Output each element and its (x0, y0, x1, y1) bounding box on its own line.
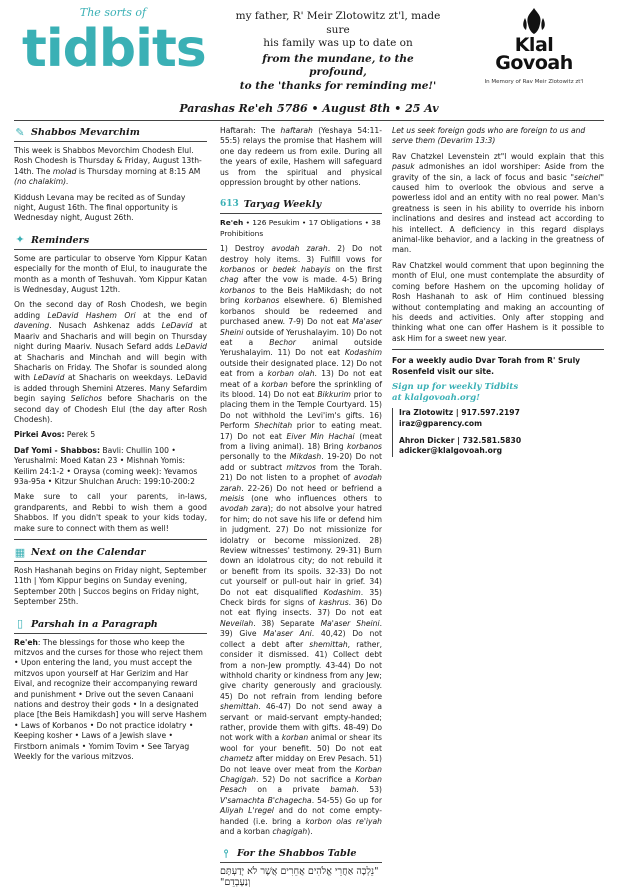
taryag-segment: korbanos (244, 296, 280, 306)
taryag-segment: ). (307, 827, 313, 836)
contact-2-email[interactable]: adicker@klalgovoah.org (399, 446, 503, 456)
klal-govoah-logo (468, 6, 600, 92)
taryag-segment: chag (220, 275, 239, 285)
flame-icon (514, 6, 554, 36)
taryag-segment: Kodashim (323, 587, 361, 597)
taryag-segment: 1) Destroy (220, 244, 272, 254)
text-run: molad (52, 166, 77, 176)
intro-text (232, 10, 444, 93)
calendar-text: Rosh Hashanah begins on Friday night, September 11th | Yom Kippur begins on Sunday evening, September 20th | Succos begins on Friday night, September 25th. (14, 566, 207, 607)
taryag-segment: . 19-20) Do not add or subtract (220, 452, 382, 472)
section-title: Next on the Calendar (31, 547, 146, 558)
shabbos-table-paragraph-2: Rav Chatzkel would comment that upon beginning the month of Elul, one must contemplate the absurdity of coming before Hashem on the upcoming holiday of Rosh Hashanah to ask of Him continued blessing without contemplating and making an accounting of his deeds and activities. Only after stopping and thinking what one can offer Hashem is it possible to ask Him for a sweet new year. (392, 260, 604, 343)
page-header (0, 0, 618, 96)
text-run: pasuk (392, 162, 415, 172)
section-title: For the Shabbos Table (237, 848, 357, 860)
taryag-segment: meisis (220, 494, 245, 503)
intro-line-2: his family was up to date on (263, 37, 413, 49)
section-divider (14, 633, 207, 634)
taryag-segment: Bechor (269, 337, 296, 347)
taryag-segment: to the Beis HaMikdash; do not bring (220, 285, 382, 306)
taryag-segment: Aliyah L'regel (220, 806, 274, 816)
candles-icon: ⫯ (223, 846, 229, 860)
org-name-line-2: Govoah (495, 52, 573, 74)
signup-line-2[interactable]: at klalgovoah.org! (392, 392, 480, 403)
taryag-segment: elsewhere. 6) Blemished korbanos should be redeemed and purchased anew. 7-9) Do not eat (220, 296, 382, 327)
taryag-segment: after midday on Erev Pesach. 51) Do not leave over meat from the (220, 754, 382, 774)
org-name-line-1: Klal (514, 34, 554, 56)
text-run: Pirkei Avos: (14, 430, 65, 440)
reminders-heading (14, 234, 207, 247)
text-run: Daf Yomi - Shabbos: (14, 445, 100, 455)
text-run: Bavli: Chullin 100 • Yerushalmi: Moed Katan 23 • Mishnah Yomis: Keilim 24:1-2 • Oraysa (coming week): Yevamos 93a-95a • Kitzur Shulchan Aruch: 199:10-200:2 (14, 445, 198, 486)
section-divider (14, 249, 207, 250)
taryag-segment: and do not come empty-handed (i.e. bring a (220, 806, 382, 826)
text-run: LeDavid (176, 342, 207, 352)
column-left (14, 126, 207, 768)
text-run: : The (253, 126, 281, 135)
taryag-segment: avodah zara (220, 504, 268, 514)
taryag-segment: avodah zarah (271, 244, 328, 254)
intro-line-4: to the 'thanks for reminding me!' (239, 79, 437, 92)
signup-line-1[interactable]: Sign up for weekly Tidbits (392, 381, 519, 392)
taryag-list (220, 244, 382, 837)
daf-yomi (14, 446, 207, 488)
taryag-segment: shemittah (309, 639, 348, 649)
taryag-segment: (one who influences others to (244, 494, 382, 503)
taryag-segment: Korban Chagigah (220, 764, 382, 784)
text-run: caused him to overlook the obvious and serve a powerless idol and an entity with no real power. Man's greatness is seen in his ability to override his inborn inclinations and desires and instead act according to his intellect. A deficiency in this regard displays animal-like behavior, and a lacking in the greatness of man. (392, 183, 604, 255)
mevarchim-paragraph-2: Kiddush Levana may be recited as of Sunday night, August 16th. The final opportunity is Wednesday night, August 26th. (14, 192, 186, 223)
taryag-segment: prior to eating meat. 17) Do not eat (220, 421, 382, 441)
taryag-segment: . 46-47) Do not send away a servant or maid-servant empty-handed; rather, provide them with gifts. 48-49) Do not work with a (220, 702, 382, 743)
parashas-line: Parashas Re'eh 5786 • August 8th • 25 Av (179, 102, 439, 115)
section-divider (220, 862, 382, 863)
hebrew-verse: "נֵלְכָה אַחֲרֵי אֱלֹהִים אֲחֵרִים אֲשֶׁר לֹא יְדַעְתָּם וְנַעָבְדֵם" (220, 866, 379, 888)
taryag-segment: . 22-26) Do not heed or befriend a (241, 483, 382, 493)
taryag-segment: Bikkurim (317, 389, 351, 399)
shofar-icon: ✎ (15, 125, 25, 139)
taryag-segment: from the Torah. 21) Do not listen to a prophet of (220, 462, 382, 483)
verse-translation: Let us seek foreign gods who are foreign to us and serve them (Devarim 13:3) (392, 126, 586, 146)
haftarah-paragraph (220, 126, 382, 188)
text-run: This week is Shabbos Mevorchim Chodesh Elul. Rosh Chodesh is Thursday & Friday, August 13th-14th. The (14, 146, 202, 176)
text-run: LeDavid Hashem Ori (47, 310, 136, 320)
taryag-segment: (meat from a living animal). 18) Bring (220, 431, 382, 451)
text-run: . Nusach Ashkenaz adds (49, 321, 162, 331)
taryag-segment: Ma'aser Ani (263, 629, 312, 639)
text-run: at the end of (135, 310, 207, 320)
taryag-segment: V'samachta B'chagecha (220, 795, 312, 805)
taryag-segment: . 36) Do not eat flying insects. 37) Do not eat (220, 598, 382, 618)
taryag-segment: Eiver Min Hachai (286, 431, 355, 441)
column-right (392, 126, 604, 457)
paragraph-heading (14, 618, 207, 631)
taryag-segment: after the vow is made. 4-5) Bring (238, 275, 382, 285)
taryag-segment: korbon olas re'iyah (305, 816, 382, 826)
calendar-heading (14, 546, 207, 559)
taryag-heading (220, 198, 382, 211)
audio-dvar-torah: For a weekly audio Dvar Torah from R' Sruly Rosenfeld visit our site. (392, 356, 581, 376)
taryag-segment: korban olah (267, 369, 315, 379)
text-run: Re'eh (220, 218, 244, 228)
taryag-segment: Kodashim (344, 348, 382, 358)
taryag-segment: outside of Yerushalayim. 10) Do not eat a (220, 327, 382, 347)
text-run: haftarah (280, 126, 313, 135)
taryag-segment: Mikdash (289, 452, 322, 462)
header-divider (14, 120, 604, 121)
shabbos-mevarchim-heading (14, 126, 207, 139)
contact-2-name: Ahron Dicker | 732.581.5830 (399, 435, 522, 445)
mevarchim-paragraph-1 (14, 146, 207, 188)
taryag-number: 613 (220, 199, 239, 210)
taryag-segment: . 39) Give (220, 618, 383, 639)
text-run: LeDavid (33, 373, 65, 383)
pirkei-avos (14, 430, 207, 440)
taryag-segment: Neveilah (220, 618, 254, 628)
text-run: davening (14, 321, 50, 331)
text-run: Rav Chatzkel Levenstein zt"l would explain that this (392, 151, 604, 161)
text-run: (Yeshaya 54:11-55:5) relays the promise that Hashem will one day redeem us from exile. During all the years of exile, Hashem will safeguard us from the spiritual and physical oppression brought by other nations. (220, 126, 382, 188)
taryag-segment: . 40,42) Do not collect a debt after (220, 629, 382, 649)
reminders-paragraph-1: Some are particular to observe Yom Kippur Katan especially for the month of Elul, to inaugurate the month as a month of Teshuvah. Yom Kippur Katan is Wednesday, August 12th. (14, 253, 207, 295)
taryag-segment: korbanos (220, 265, 256, 275)
taryag-segment: mitzvos (286, 462, 316, 472)
taryag-segment: Ma'aser Sheini (220, 317, 382, 337)
text-run: Haftarah (220, 126, 254, 135)
call-parents-note: Make sure to call your parents, in-laws, grandparents, and Rebbi to wish them a good Shabbos. If you didn't speak to your kids today, make sure to connect with them as well! (14, 492, 207, 533)
section-divider (220, 213, 382, 214)
logo-tagline: The sorts of (79, 6, 147, 19)
taryag-segment: personally to the (220, 452, 290, 462)
text-run: Re'eh (14, 637, 38, 647)
taryag-segment: . 53) (356, 785, 383, 795)
text-run: is Thursday morning at 8:15 AM (76, 166, 201, 176)
taryag-segment: on the first (330, 265, 382, 275)
taryag-segment: bamah (330, 785, 357, 795)
taryag-meta (220, 218, 382, 239)
org-dedication: In Memory of Rav Meir Zlotowitz zt'l (484, 79, 584, 85)
taryag-segment: . 2) Do not destroy holy items. 3) Fulfill vows for (220, 244, 382, 264)
text-run: Perek 5 (64, 430, 96, 440)
taryag-segment: ); do not absolve your hatred for him; do not save his life or defend him in judgment. 27) Do not missionize for idolatry or become missionized. 28) Review witnesses' testimony. 29-31) Burn down an idolatrous city; do not rebuild it or benefit from its spoils. 32-33) Do not cut yourself or pull-out hair in grief. 34) Do not eat disqualified (220, 504, 382, 597)
taryag-segment: chagigah (272, 827, 308, 836)
taryag-segment: chametz (220, 754, 253, 764)
taryag-segment: korbanos (220, 285, 256, 295)
text-run: before Shacharis on the second day of Chodesh Elul (the day after Rosh Chodesh). (14, 394, 207, 424)
intro-line-3: from the mundane, to the profound, (262, 52, 414, 78)
taryag-segment: avodah zarah (220, 473, 382, 493)
column-middle (220, 126, 382, 893)
contact-1-name: Ira Zlotowitz | 917.597.2197 (399, 407, 520, 417)
reminders-paragraph-2 (14, 300, 207, 425)
taryag-segment: . 38) Separate (253, 618, 321, 628)
taryag-segment: . 35) Check birds for signs of (220, 587, 382, 608)
text-run: (no chalakim). (14, 177, 69, 187)
section-divider (14, 561, 207, 562)
text-run: at Maariv and Shacharis and will begin on Thursday night during Maariv. Nusach Sefard adds (14, 321, 207, 352)
text-run: "seichel" (570, 172, 604, 182)
tidbits-logo (22, 6, 222, 92)
taryag-segment: kashrus (318, 598, 349, 608)
section-title: Shabbos Mevarchim (31, 127, 140, 138)
taryag-segment: korbanos (346, 441, 382, 451)
torah-icon: ▯ (16, 617, 24, 631)
taryag-segment: prior to placing them in the Temple Courtyard. 15) Do not withhold the Levi'im's gifts. 16) Perform (220, 389, 382, 431)
taryag-segment: before the sprinkling of its blood. 14) Do not eat (220, 379, 383, 399)
signup-callout[interactable] (392, 382, 604, 404)
taryag-segment: and a korban (220, 827, 273, 836)
taryag-segment: , rather, consider it dismissed. 41) Collect debt from a non-Jew promptly. 43-44) Do not withhold charity or kindness from any Jew; give charity generously and graciously. 45) Do not refrain from lending before (220, 639, 382, 701)
section-title: Reminders (31, 234, 90, 246)
text-run: LeDavid (161, 321, 193, 331)
taryag-segment: . 52) Do not sacrifice a (256, 774, 356, 784)
logo-wordmark: tidbits (22, 19, 206, 79)
section-title: Parshah in a Paragraph (31, 618, 158, 630)
text-run: • 126 Pesukim • 17 Obligations • 38 Prohibitions (220, 218, 381, 238)
text-run: at Shacharis and Minchah and will begin with Shacharis on Friday. The Shofar is sounded along with (14, 352, 207, 383)
text-run: On the second day of Rosh Chodesh, we begin adding (14, 300, 207, 320)
taryag-segment: or (255, 265, 273, 275)
text-run: : The blessings for those who keep the mitzvos and the curses for those who reject them • Upon entering the land, you must accept the mitzvos upon yourself at Har Gerizim and Har Eival, and recognize their accompanying reward and punishment • Drive out the seven Canaani nations and destroy their gods • In a designated place [the Beis Hamikdash] you will serve Hashem • Laws of Korbanos • Do not practice idolatry • Keeping kosher • Laws of a Jewish slave • Firstborn animals • Yomim Tovim • See Taryag Weekly for the various mitzvos. (14, 637, 207, 762)
candle-icon: ✦ (15, 233, 25, 247)
taryag-segment: animal outside Yerushalayim. 11) Do not eat (220, 337, 382, 358)
text-run: admonishes an idol worshiper: Aside from the gravity of the sin, a lack of focus and basic (392, 162, 604, 182)
taryag-segment: bedek habayis (272, 265, 331, 275)
taryag-segment: korban (281, 733, 309, 743)
taryag-segment: . 54-55) Go up for (311, 795, 382, 805)
section-divider (14, 539, 207, 540)
taryag-segment: animal or shear its wool for your benefit. 50) Do not eat (220, 733, 383, 753)
calendar-icon: ▦ (14, 545, 26, 559)
taryag-segment: on a private (246, 785, 331, 795)
taryag-segment: outside their designated place. 12) Do not eat from a (220, 358, 382, 379)
taryag-segment: Ma'aser Sheini (320, 618, 380, 628)
section-divider (392, 349, 604, 350)
taryag-segment: . 13) Do not eat meat of a (220, 369, 382, 389)
taryag-segment: Shechitah (254, 421, 293, 431)
shabbos-table-heading (220, 847, 382, 860)
contact-1-email[interactable]: iraz@gparency.com (399, 418, 483, 428)
section-title: Taryag Weekly (243, 199, 322, 211)
section-divider (14, 141, 207, 142)
parshah-summary (14, 638, 207, 763)
contacts (392, 408, 604, 457)
org-name (472, 36, 596, 72)
text-run: at Shacharis on weekdays. LeDavid is added through Shemini Atzeres. Many Sefardim begin saying (14, 373, 207, 404)
shabbos-table-paragraph-1 (392, 152, 604, 256)
text-run: Selichos (70, 394, 103, 404)
intro-line-1: my father, R' Meir Zlotowitz zt'l, made sure (235, 10, 441, 36)
taryag-segment: korban (261, 379, 288, 389)
taryag-segment: shemittah (220, 702, 259, 712)
taryag-segment: Korban Pesach (220, 774, 382, 795)
